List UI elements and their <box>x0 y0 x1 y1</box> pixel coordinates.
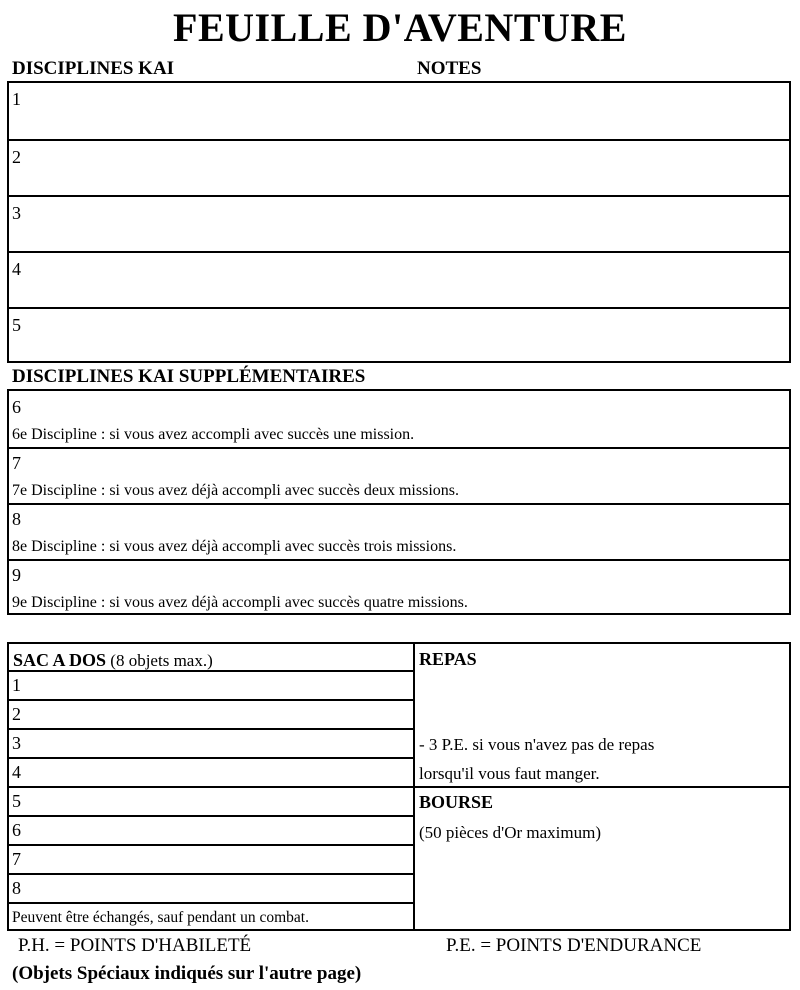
discipline-number: 9 <box>12 565 21 585</box>
backpack-slot-2[interactable] <box>9 699 413 728</box>
slot-number: 5 <box>12 791 21 811</box>
extra-disciplines-header: DISCIPLINES KAI SUPPLÉMENTAIRES <box>12 366 366 387</box>
discipline-caption: 8e Discipline : si vous avez déjà accompli avec succès trois missions. <box>12 538 457 555</box>
slot-number: 8 <box>12 878 21 898</box>
discipline-caption: 6e Discipline : si vous avez accompli avec succès une mission. <box>12 426 415 443</box>
notes-header: NOTES <box>417 58 482 79</box>
discipline-caption: 9e Discipline : si vous avez déjà accompli avec succès quatre missions. <box>12 594 468 611</box>
meals-rule-line-2: lorsqu'il vous faut manger. <box>419 764 600 783</box>
purse-header: BOURSE <box>419 792 494 812</box>
discipline-row-4[interactable] <box>9 251 789 309</box>
discipline-number: 1 <box>12 89 21 109</box>
discipline-number: 5 <box>12 315 21 335</box>
extra-discipline-row-7[interactable] <box>9 447 789 505</box>
backpack-slot-5[interactable] <box>9 786 413 815</box>
inventory-block <box>7 642 791 931</box>
discipline-number: 7 <box>12 453 21 473</box>
extra-discipline-row-8[interactable] <box>9 503 789 561</box>
backpack-column <box>9 644 413 931</box>
slot-number: 6 <box>12 820 21 840</box>
discipline-number: 2 <box>12 147 21 167</box>
legend-skill-points: P.H. = POINTS D'HABILETÉ <box>18 935 252 956</box>
backpack-footer-row <box>9 902 413 933</box>
special-items-note: (Objets Spéciaux indiqués sur l'autre page) <box>12 963 362 984</box>
discipline-row-1[interactable] <box>9 83 789 139</box>
extra-discipline-row-9[interactable] <box>9 559 789 617</box>
disciplines-header: DISCIPLINES KAI <box>12 58 175 79</box>
purse-cell[interactable] <box>415 786 789 933</box>
backpack-header <box>13 650 213 671</box>
disciplines-table <box>7 81 791 363</box>
backpack-capacity: (8 objets max.) <box>110 651 213 670</box>
backpack-slot-1[interactable] <box>9 670 413 699</box>
discipline-number: 3 <box>12 203 21 223</box>
backpack-footer: Peuvent être échangés, sauf pendant un combat. <box>12 909 309 926</box>
extra-disciplines-table <box>7 389 791 615</box>
discipline-number: 4 <box>12 259 21 279</box>
slot-number: 7 <box>12 849 21 869</box>
legend-endurance-points: P.E. = POINTS D'ENDURANCE <box>446 935 702 956</box>
sheet-title: FEUILLE D'AVENTURE <box>173 5 627 50</box>
meals-header: REPAS <box>419 649 477 669</box>
backpack-slot-3[interactable] <box>9 728 413 757</box>
slot-number: 4 <box>12 762 21 782</box>
discipline-number: 8 <box>12 509 21 529</box>
backpack-slot-7[interactable] <box>9 844 413 873</box>
slot-number: 1 <box>12 675 21 695</box>
meals-cell[interactable] <box>415 644 789 786</box>
discipline-row-5[interactable] <box>9 307 789 365</box>
discipline-caption: 7e Discipline : si vous avez déjà accompli avec succès deux missions. <box>12 482 459 499</box>
discipline-row-2[interactable] <box>9 139 789 197</box>
slot-number: 2 <box>12 704 21 724</box>
backpack-slot-4[interactable] <box>9 757 413 786</box>
purse-capacity: (50 pièces d'Or maximum) <box>419 823 601 842</box>
slot-number: 3 <box>12 733 21 753</box>
discipline-number: 6 <box>12 397 21 417</box>
extra-discipline-row-6[interactable] <box>9 391 789 447</box>
backpack-slot-6[interactable] <box>9 815 413 844</box>
backpack-label: SAC A DOS <box>13 650 107 670</box>
discipline-row-3[interactable] <box>9 195 789 253</box>
backpack-slot-8[interactable] <box>9 873 413 902</box>
meals-rule-line-1: - 3 P.E. si vous n'avez pas de repas <box>419 735 655 754</box>
